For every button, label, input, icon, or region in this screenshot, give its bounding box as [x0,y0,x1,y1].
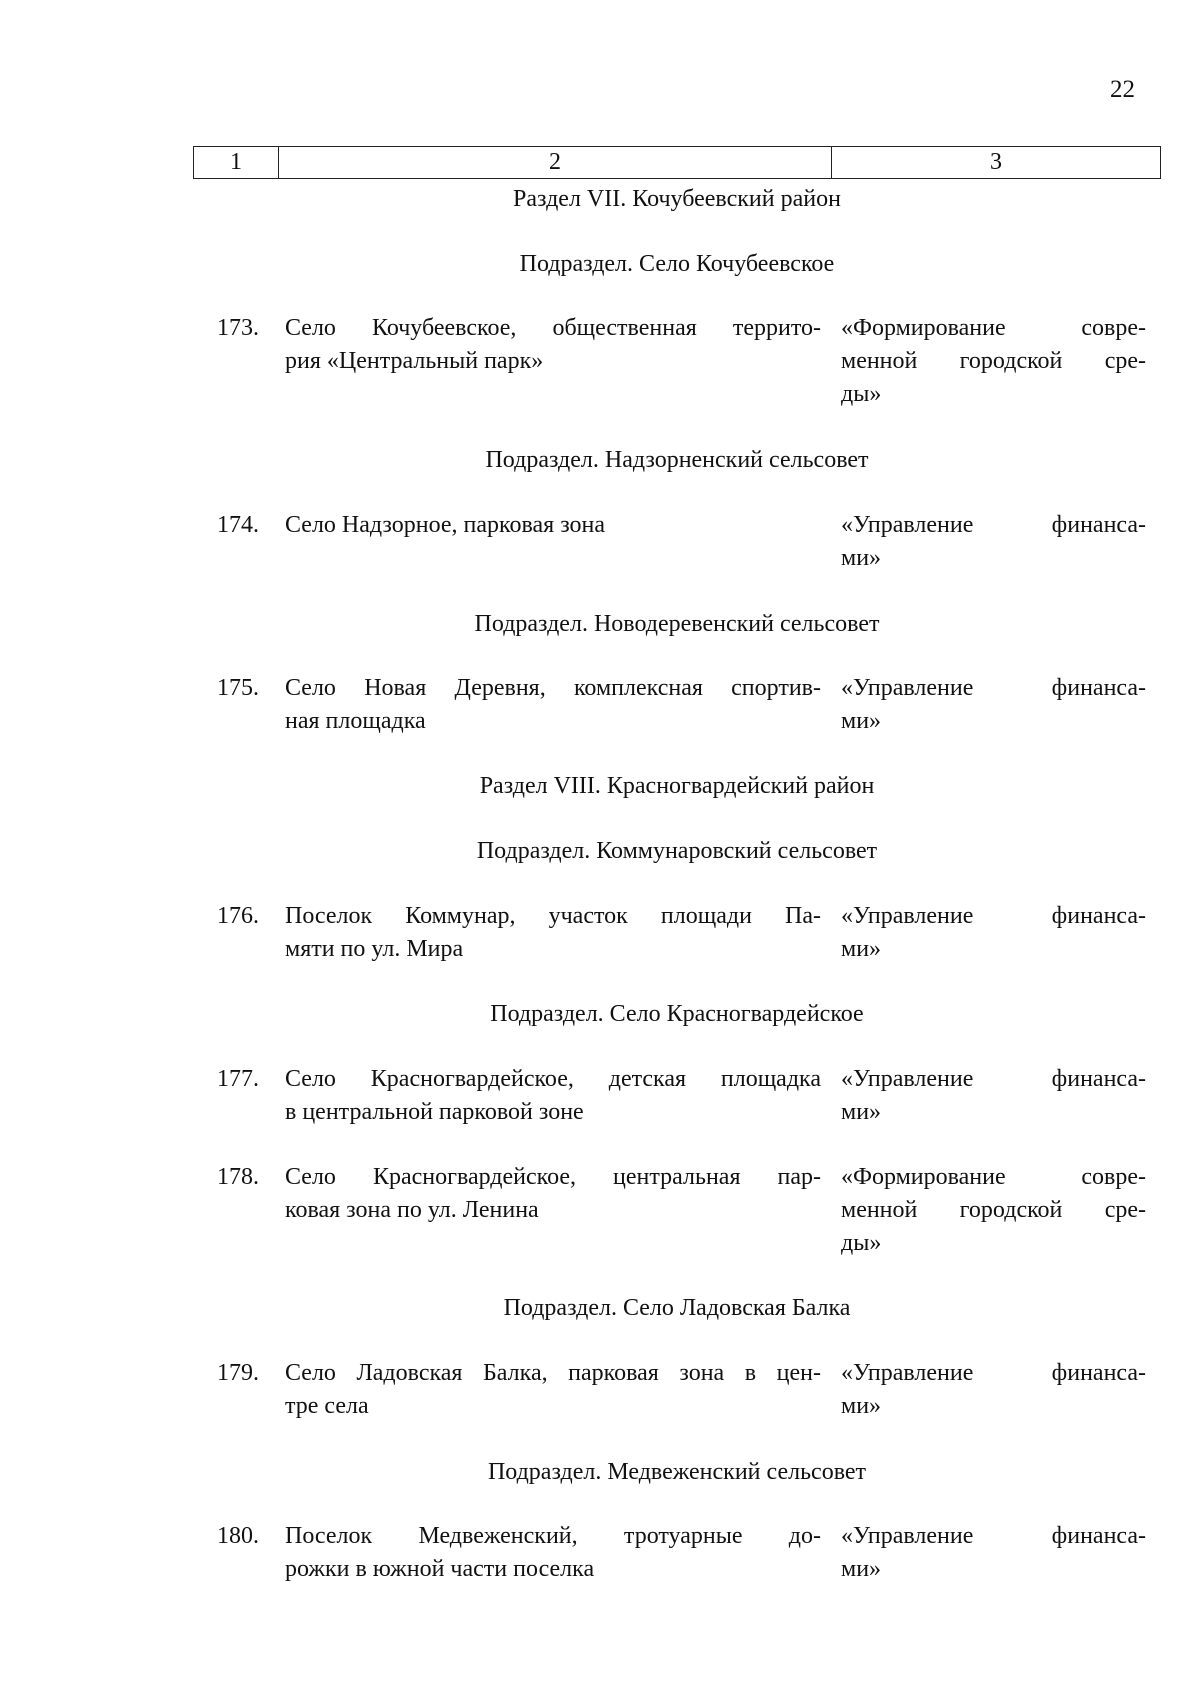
desc-line: рожки в южной части поселка [285,1556,595,1582]
row-number: 176. [217,903,259,929]
row-program [841,312,1146,411]
section-heading: Раздел VII. Кочубеевский район [513,186,841,212]
desc-line: Село Новая Деревня, комплексная спортив- [285,675,821,701]
desc-line: мяти по ул. Мира [285,936,464,962]
program-line: менной городской сре- [841,348,1146,374]
row-description [285,509,821,542]
row-description [285,1357,821,1423]
row-program [841,672,1146,738]
subsection-heading: Подраздел. Надзорненский сельсовет [485,447,869,473]
program-line: ды» [841,381,882,407]
page-number: 22 [1110,76,1135,103]
row-number: 173. [217,315,259,341]
table-header-col2: 2 [279,147,832,178]
subsection-heading: Подраздел. Коммунаровский сельсовет [476,838,878,864]
row-program [841,1520,1146,1586]
program-line: ми» [841,708,882,734]
program-line: ми» [841,1393,882,1419]
row-number: 174. [217,512,259,538]
program-line: ми» [841,936,882,962]
subsection-heading: Подраздел. Село Кочубеевское [519,251,835,277]
desc-line: ная площадка [285,708,426,734]
row-description [285,1520,821,1586]
program-line: «Управление финанса- [841,512,1146,538]
program-line: «Формирование совре- [841,1164,1146,1190]
desc-line: Поселок Коммунар, участок площади Па- [285,903,821,929]
subsection-heading: Подраздел. Новодеревенский сельсовет [474,611,880,637]
desc-line: Село Красногвардейское, центральная пар- [285,1164,821,1190]
row-program [841,509,1146,575]
row-number: 179. [217,1360,259,1386]
desc-line: Село Надзорное, парковая зона [285,512,606,538]
program-line: менной городской сре- [841,1197,1146,1223]
row-description [285,1063,821,1129]
table-header-col3: 3 [990,149,1002,175]
subsection-heading: Подраздел. Село Красногвардейское [490,1001,864,1027]
program-line: «Формирование совре- [841,315,1146,341]
row-number: 180. [217,1523,259,1549]
desc-line: тре села [285,1393,369,1419]
row-description [285,312,821,378]
desc-line: Село Ладовская Балка, парковая зона в цен- [285,1360,821,1386]
program-line: «Управление финанса- [841,903,1146,929]
row-number: 175. [217,675,259,701]
desc-line: Село Кочубеевское, общественная террито- [285,315,821,341]
row-number: 178. [217,1164,259,1190]
program-line: «Управление финанса- [841,675,1146,701]
program-line: ми» [841,1099,882,1125]
program-line: ды» [841,1230,882,1256]
row-description [285,1161,821,1227]
desc-line: Село Красногвардейское, детская площадка [285,1066,821,1092]
row-program [841,1063,1146,1129]
row-program [841,1357,1146,1423]
program-line: ми» [841,545,882,571]
program-line: «Управление финанса- [841,1066,1146,1092]
row-description [285,900,821,966]
desc-line: в центральной парковой зоне [285,1099,584,1125]
desc-line: ковая зона по ул. Ленина [285,1197,539,1223]
program-line: «Управление финанса- [841,1360,1146,1386]
program-line: ми» [841,1556,882,1582]
subsection-heading: Подраздел. Медвеженский сельсовет [487,1459,867,1485]
table-header-col1: 1 [194,147,279,178]
row-program [841,900,1146,966]
row-number: 177. [217,1066,259,1092]
table-header-row [193,146,1161,179]
row-description [285,672,821,738]
desc-line: рия «Центральный парк» [285,348,544,374]
desc-line: Поселок Медвеженский, тротуарные до- [285,1523,821,1549]
section-heading: Раздел VIII. Красногвардейский район [479,773,875,799]
program-line: «Управление финанса- [841,1523,1146,1549]
subsection-heading: Подраздел. Село Ладовская Балка [503,1295,851,1321]
row-program [841,1161,1146,1260]
